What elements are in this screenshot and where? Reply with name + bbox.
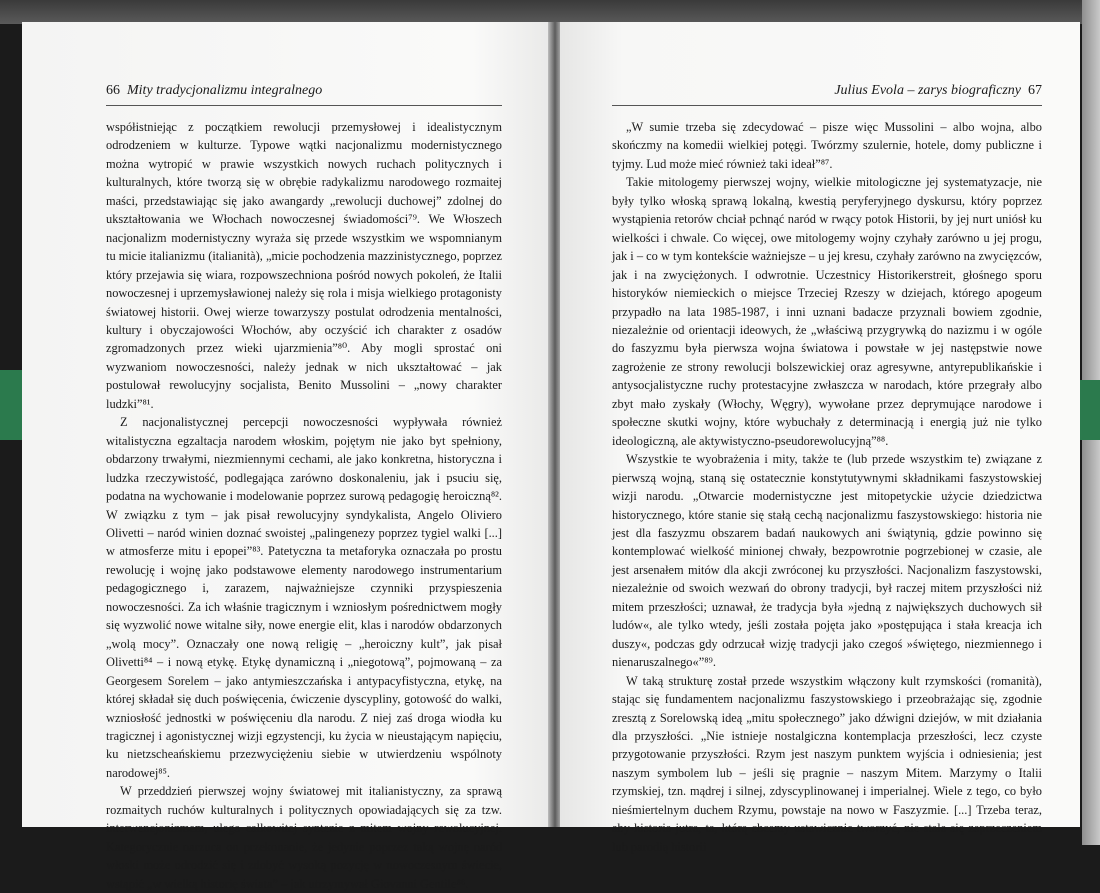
left-paragraph-1: współistniejąc z początkiem rewolucji przemysłowej i idealistycznym odrodzeniem w kulturze. Typowe wątki nacjonalizmu modernistycznego można wytropić w prawie wszystkich nowych ruchach politycznych i kulturalnych, które tworzą się w obrębie radykalizmu narodowego rozmaitej maści, przedstawiając się jako awangardy „rewolucji duchowej” zdolnej do ukształtowania we Włochach nowoczesnej świadomości⁷⁹. We Włoszech nacjonalizm modernistyczny wyraża się przede wszystkim we wspomnianym tu micie italianizmu (italianità), „micie pochodzenia mazzinistycznego, poprzez który przejawia się wiara, rozpowszechniona pośród nowych pokoleń, że Italii nowoczesnej i uprzemysławionej należy się rola i misja wielkiego protagonisty światowej historii. Owej wierze towarzyszy postulat odrodzenia mentalności, kultury i obyczajowości Włochów, aby oczyścić ich charakter z osadów zgromadzonych przez wieki ujarzmienia”⁸⁰. Aby mogli sprostać oni wyzwaniom nowoczesności, należy jednak w nich ukształtować – jak postulował rewolucyjny socjalista, Benito Mussolini – „nowy charakter ludzki”⁸¹. [106, 120, 502, 411]
left-body-text [106, 118, 502, 893]
left-running-title: Mity tradycjonalizmu integralnego [127, 83, 323, 98]
right-paragraph-3: Wszystkie te wyobrażenia i mity, także te (lub przede wszystkim te) związane z pierwszą wojną, staną się ostatecznie konstytutywnymi składnikami faszystowskiej wizji narodu. „Otwarcie modernistyczne jest mitopetyckie użycie dziedzictwa historycznego, które stanie się stałą cechą nacjonalizmu faszystowskiego: historia nie jest dla faszyzmu obszarem badań naukowych ani świątynią, gdzie powinno się kontemplować wielkość minionej chwały, bezpowrotnie pogrzebionej w czasie, ale jest arsenałem mitów dla akcji zwróconej ku przyszłości. Nacjonalizm faszystowski, niezależnie od swoich wezwań do obrony tradycji, był raczej mitem przyszłości niż mitem przeszłości; uznawał, że tradycja była »jedną z największych duchowych sił ludów«, ale tylko wtedy, jeśli została pojęta jako »postępująca i stała kreacja ich duszy«, podczas gdy odrzucał wizję tradycji jako czegoś »świętego, niezmiennego i nienaruszalnego«”⁸⁹. [612, 452, 1042, 670]
right-body-text [612, 118, 1042, 856]
left-running-head [106, 82, 322, 100]
right-paragraph-2: Takie mitologemy pierwszej wojny, wielkie mitologiczne jej systematyzacje, nie były tylko włoską sprawą lokalną, kwestią peryferyjnego dyskursu, który poprzez wystąpienia retorów chciał pchnąć naród w rwący potok Historii, by jej nurt uniósł ku wielkości i chwale. Co więcej, owe mitologemy wojny czyhały zarówno u jej progu, jak i – co w tym kontekście ważniejsze – u jej kresu, czyhały zarówno na zwycięzców, jak i na zwyciężonych. I odwrotnie. Uczestnicy Historikerstreit, głośnego sporu historyków niemieckich o miejsce Trzeciej Rzeszy w dziejach, którego apogeum przypadło na lata 1985-1987, i inni uznani badacze przyznali bowiem zgodnie, niezależnie od orientacji ideowych, że „właściwą przygrywką do nazizmu i w ogóle do faszyzmu była pierwsza wojna światowa i powstałe w jej następstwie nowe zagrożenie ze strony rewolucji bolszewickiej oraz agresywne, antyrepublikańskie i antysocjalistyczne ruchy protestacyjne zwłaszcza w narodach, które przegrały albo zbyt mało zyskały (Włochy, Węgry), wywołane przez deprymujące narodowe i społeczne skutki wojny, które wybuchały z determinacją i energią już nie tylko ideologiczną, ale aktywistyczno-pseudorewolucyjną”⁸⁸. [612, 175, 1042, 448]
right-page [560, 22, 1080, 854]
backdrop-top [0, 0, 1100, 24]
desk-edge-left [0, 370, 22, 440]
left-page [22, 22, 552, 891]
right-paragraph-1: „W sumie trzeba się zdecydować – pisze więc Mussolini – albo wojna, albo skończmy na komedii wielkiej potęgi. Twórzmy szulernie, hotele, domy publiczne i tyjmy. Lud może mieć również taki ideał”⁸⁷. [612, 120, 1042, 171]
right-header-rule [612, 105, 1042, 106]
left-folio: 66 [106, 83, 120, 98]
right-running-head [834, 82, 1042, 100]
right-folio: 67 [1028, 83, 1042, 98]
left-paragraph-2: Z nacjonalistycznej percepcji nowoczesności wypływała również witalistyczna egzaltacja narodem włoskim, pojętym nie jako byt spełniony, obdarzony trwałymi, niezmiennymi cechami, ale jako konkretna, historyczna i ludzka rzeczywistość, podlegająca zarówno doskonaleniu, jak i psuciu się, podatna na wychowanie i modelowanie poprzez surową pedagogię heroiczną⁸². W związku z tym – jak pisał rewolucyjny syndykalista, Angelo Oliviero Olivetti – naród winien doznać swoistej „palingenezy poprzez tygiel walki [...] w atmosferze mitu i epopei”⁸³. Patetyczna ta metaforyka oznaczała po prostu rewolucję i wojnę jako podstawowe elementy narodowego instrumentarium pedagogicznego i, zarazem, najważniejsze czynniki przyspieszenia nowoczesności. Za ich właśnie tragicznym i wzniosłym pośrednictwem mogły się wyzwolić nowe witalne siły, nowe energie elit, klas i narodów obdarzonych „wolą mocy”. Oznaczały one nową religię – „heroiczny kult”, jak pisał Olivetti⁸⁴ – i nową etykę. Etykę dynamiczną i „niegotową”, pojmowaną – za Georgesem Sorelem – jako antymieszczańska i antypacyfistyczna, etykę, na której składał się duch poświęcenia, ćwiczenie dyscypliny, gotowość do walki, wzniosłość jednostki w poświęceniu dla narodu. Z niej zaś droga wiodła ku tragicznej i agonistycznej wizji egzystencji, ku życia w nieustającym napięciu, ku nietzscheańskiemu przezwyciężeniu siebie w utwierdzeniu wspólnoty narodowej⁸⁵. [106, 415, 502, 780]
desk-edge-right [1080, 380, 1100, 440]
left-header-rule [106, 105, 502, 106]
left-paragraph-3: W przeddzień pierwszej wojny światowej mit italianistyczny, za sprawą rozmaitych ruchów kulturalnych i politycznych opowiadających się za tzw. interwencjonizmem, ulega całkowitej syntezie z mitem wojny rewolucyjnej. Kategorycznie narzuca on przekonanie, że jedynie poprzez taką wojnę naród włoski może odrodzić się i zdobyć wysoką pozycję w nowoczesnym świecie, wstąpić „w wielką historię świata” – jak utrzymywał Giovanni Gentile⁸⁶. [106, 784, 502, 891]
right-paragraph-4: W taką strukturę został przede wszystkim włączony kult rzymskości (romanità), stając się fundamentem nacjonalizmu faszystowskiego i przeobrażając się, zgodnie zresztą z Sorelowską ideą „mitu społecznego” jako dźwigni dziejów, w mit działania dla przyszłości. „Nie istnieje nostalgiczna kontemplacja przeszłości, lecz czyste przygotowanie przyszłości. Rzym jest naszym punktem wyjścia i odniesienia; jest naszym symbolem lub – jeśli się pragnie – naszym Mitem. Marzymy o Italii rzymskiej, tzn. mądrej i silnej, zdyscyplinowanej i imperialnej. Wiele z tego, co było nieśmiertelnym duchem Rzymu, powstaje na nowo w Faszyzmie. [...] Trzeba teraz, aby historia jutra, ta, którą chcemy ustawicznie tworzyć, nie stała się zaprzeczeniem lub parodią historii [612, 673, 1042, 854]
right-running-title: Julius Evola – zarys biograficzny [834, 83, 1021, 98]
